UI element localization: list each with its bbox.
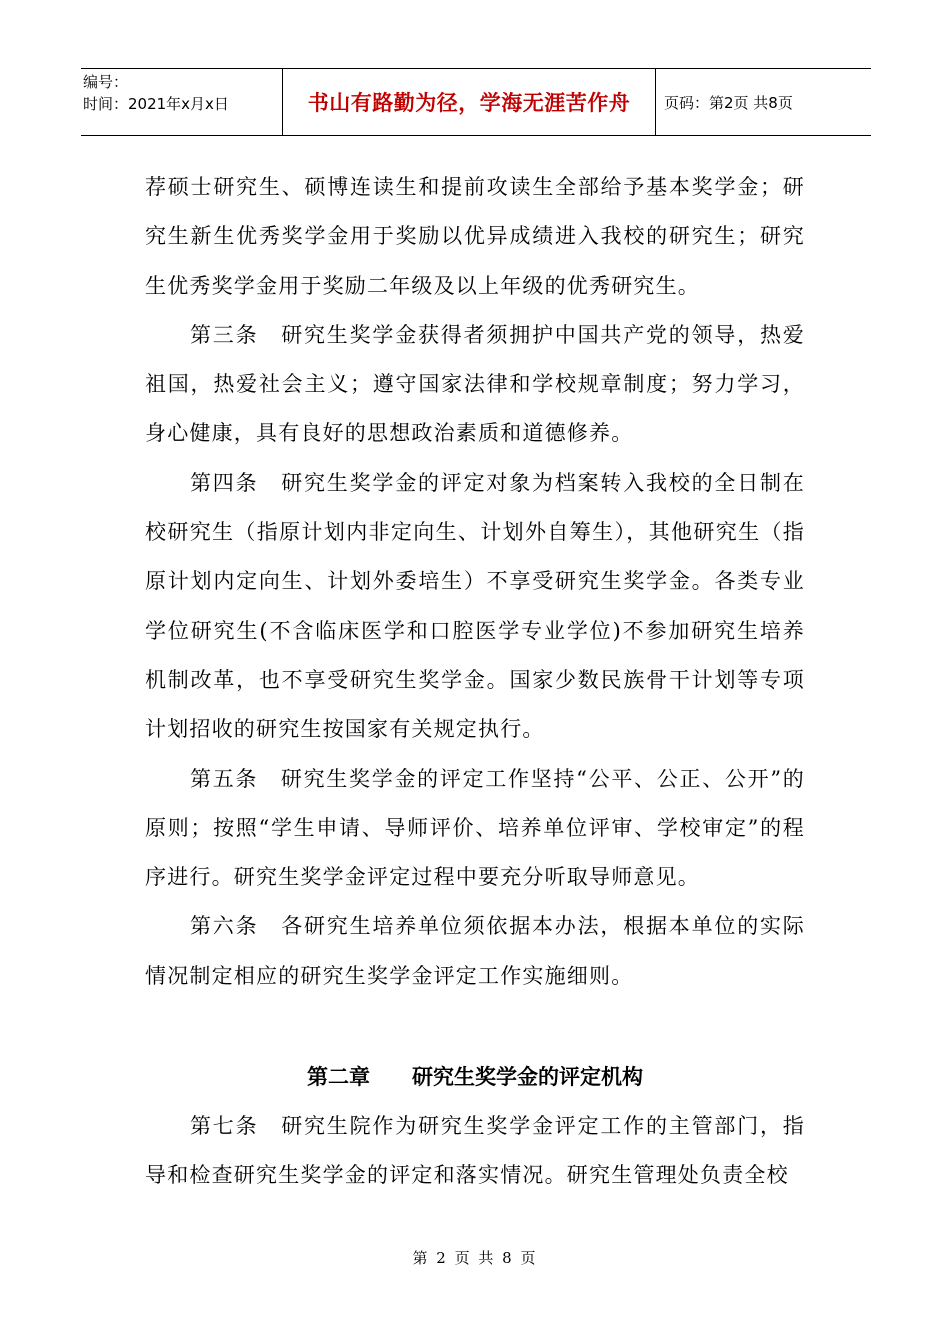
header-page-info: [656, 69, 871, 135]
page-info-text: 页码：第2页 共8页: [664, 93, 793, 112]
doc-number-label: 编号：: [83, 73, 129, 91]
header-motto: [282, 69, 656, 135]
chapter-heading: [145, 1001, 805, 1102]
header-meta: [81, 69, 282, 135]
document-body: [145, 163, 805, 1201]
motto-text: 书山有路勤为径，学海无涯苦作舟: [307, 91, 631, 115]
page-footer: 第 2 页 共 8 页: [412, 1249, 538, 1267]
page-header: [81, 68, 871, 136]
article-3: 第三条 研究生奖学金获得者须拥护中国共产党的领导，热爱祖国，热爱社会主义；遵守国家法律和学校规章制度；努力学习，身心健康，具有良好的思想政治素质和道德修养。: [145, 322, 805, 446]
article-6: 第六条 各研究生培养单位须依据本办法，根据本单位的实际情况制定相应的研究生奖学金评定工作实施细则。: [145, 914, 805, 988]
chapter-number: 第二章: [307, 1065, 370, 1090]
doc-date-label: 时间：2021年x月x日: [83, 95, 229, 113]
article-4: 第四条 研究生奖学金的评定对象为档案转入我校的全日制在校研究生（指原计划内非定向生、计划外自筹生），其他研究生（指原计划内定向生、计划外委培生）不享受研究生奖学金。各类专业学位研究生(不含临床医学和口腔医学专业学位)不参加研究生培养机制改革，也不享受研究生奖学金。国家少数民族骨干计划等专项计划招收的研究生按国家有关规定执行。: [145, 470, 805, 742]
chapter-title: 研究生奖学金的评定机构: [412, 1065, 643, 1090]
article-7: 第七条 研究生院作为研究生奖学金评定工作的主管部门，指导和检查研究生奖学金的评定和落实情况。研究生管理处负责全校: [145, 1114, 805, 1188]
article-5: 第五条 研究生奖学金的评定工作坚持“公平、公正、公开”的原则；按照“学生申请、导师评价、培养单位评审、学校审定”的程序进行。研究生奖学金评定过程中要充分听取导师意见。: [145, 766, 805, 890]
paragraph-continued: 荐硕士研究生、硕博连读生和提前攻读生全部给予基本奖学金；研究生新生优秀奖学金用于奖励以优异成绩进入我校的研究生；研究生优秀奖学金用于奖励二年级及以上年级的优秀研究生。: [145, 175, 805, 298]
